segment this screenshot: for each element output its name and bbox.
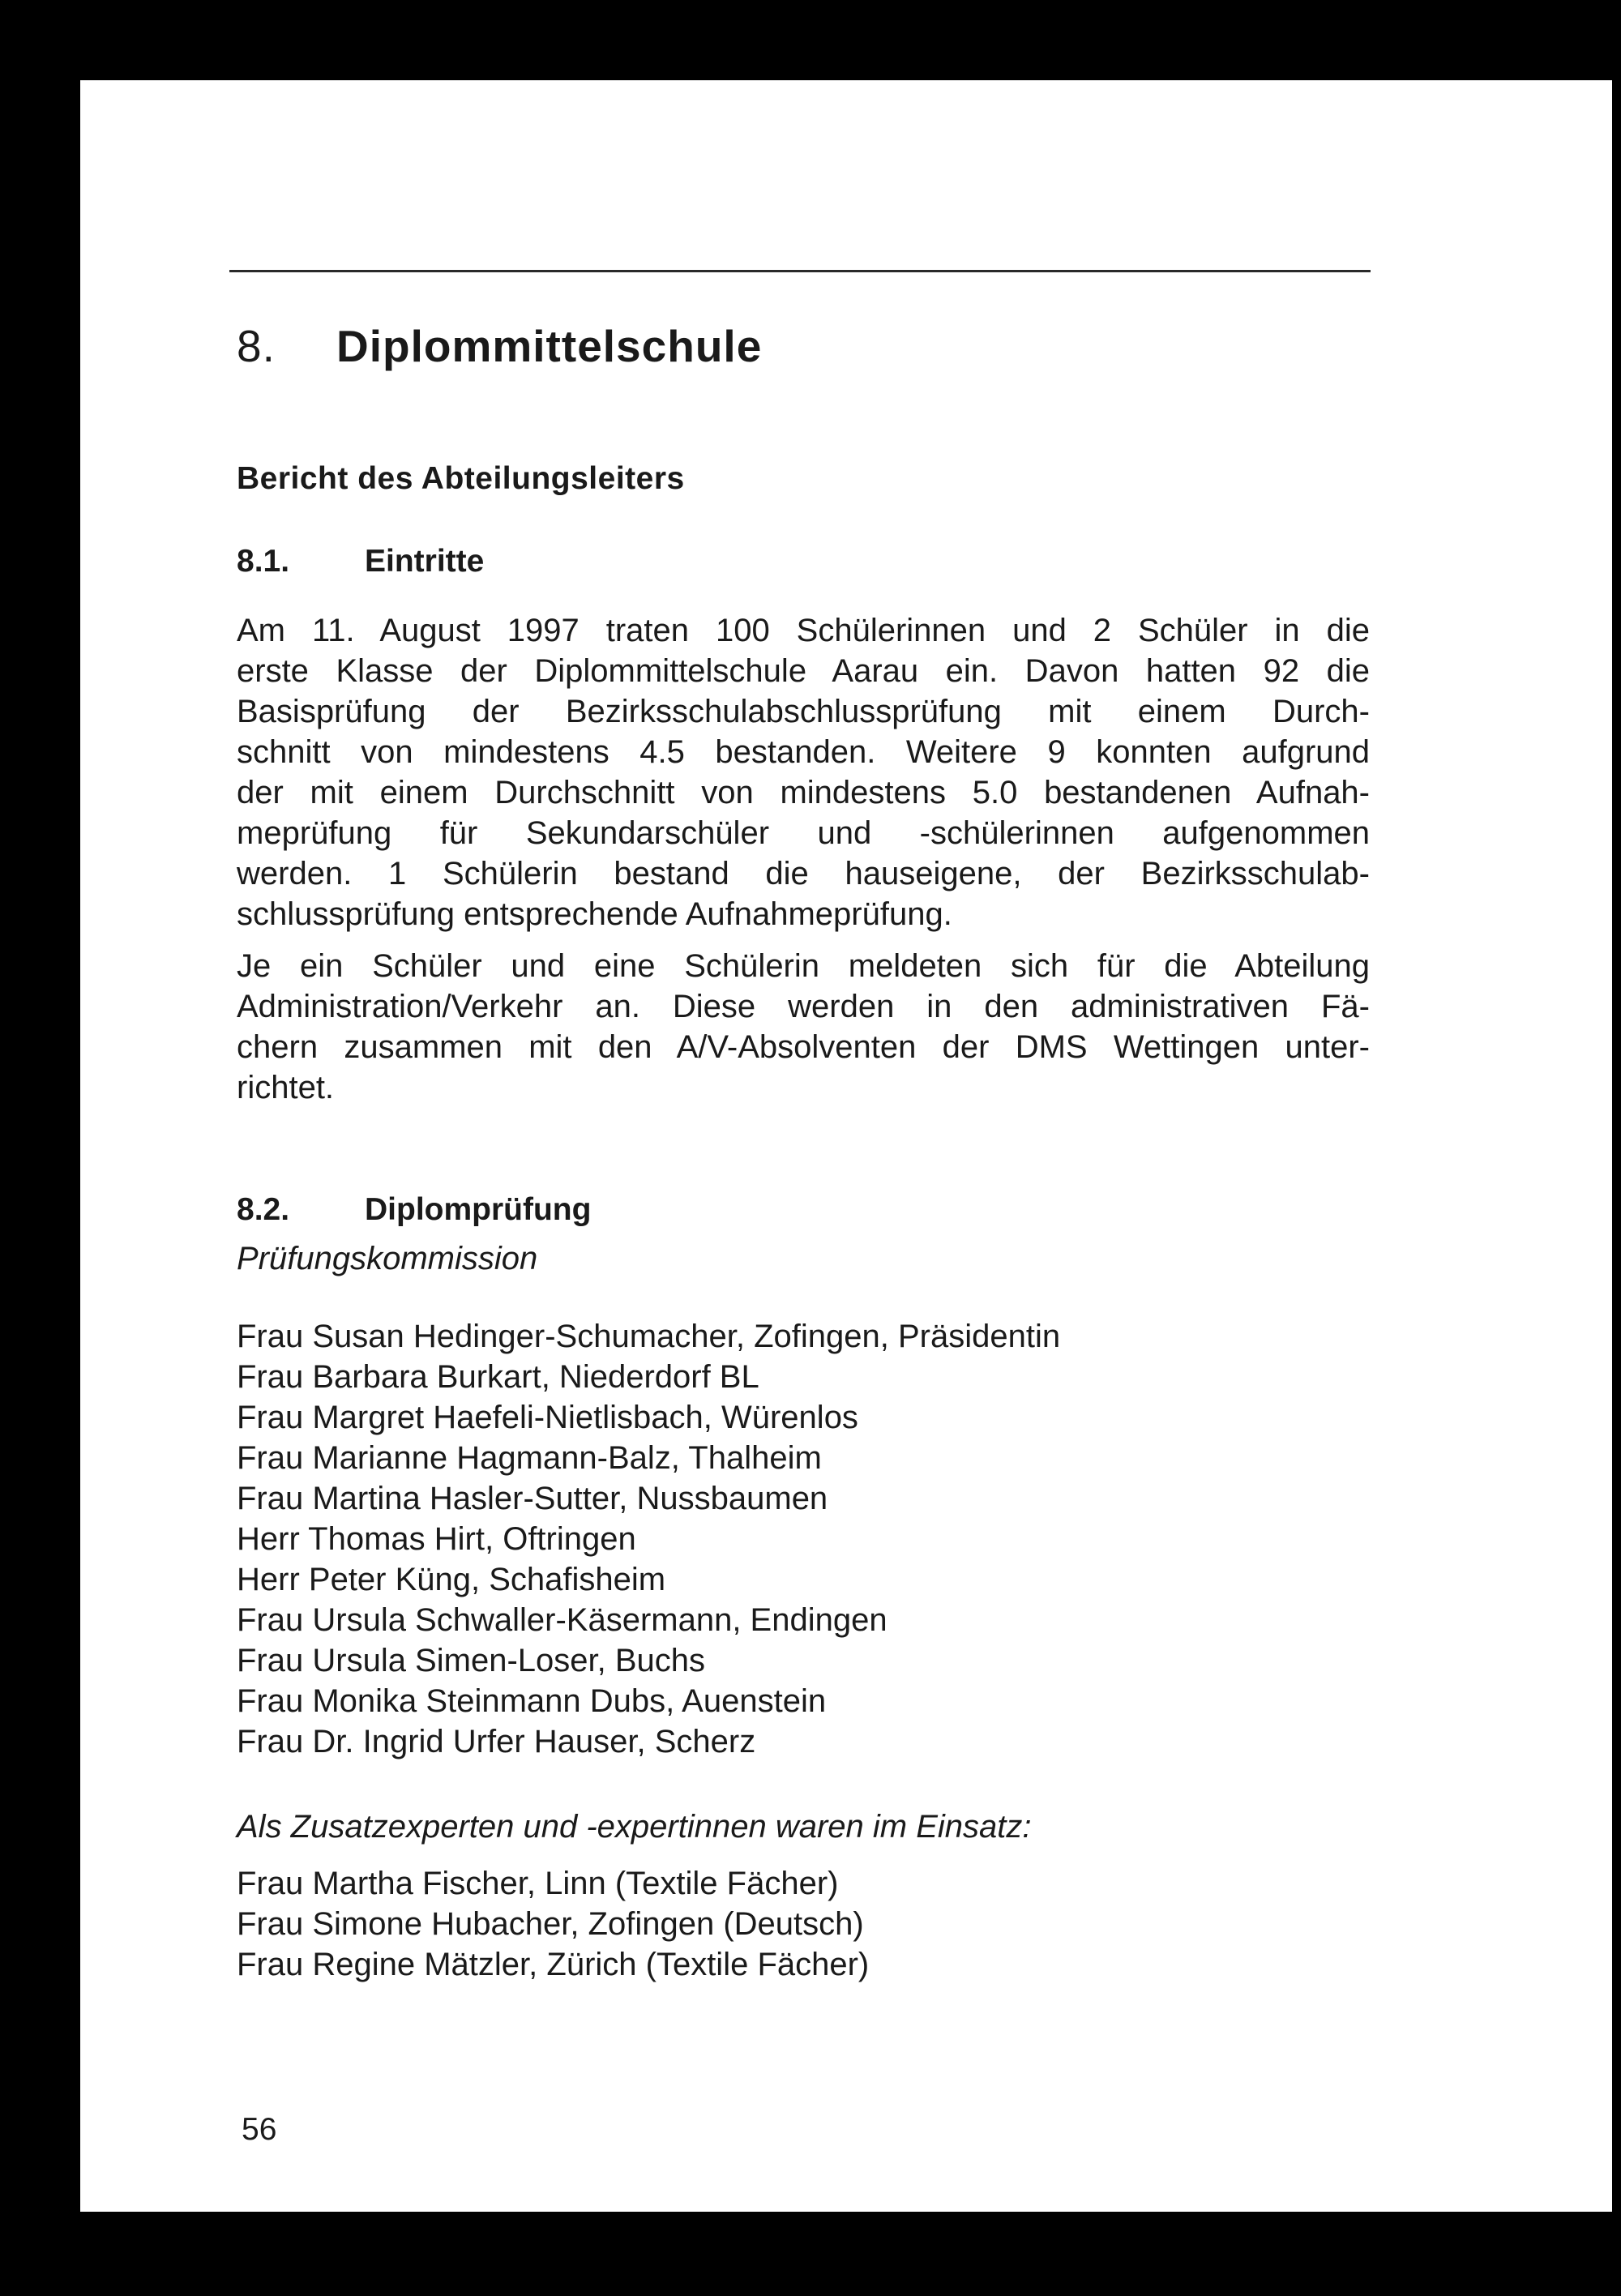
chapter-title-text: Diplommittelschule bbox=[336, 321, 763, 371]
section-heading-eintritte bbox=[237, 544, 484, 579]
paragraph-eintritte-2 bbox=[237, 946, 1370, 1108]
paragraph-line: schnitt von mindestens 4.5 bestanden. Weitere 9 konnten aufgrund bbox=[237, 734, 1370, 770]
list-item: Frau Monika Steinmann Dubs, Auenstein bbox=[237, 1683, 827, 1719]
list-item: Herr Peter Küng, Schafisheim bbox=[237, 1562, 666, 1597]
page-number: 56 bbox=[242, 2112, 277, 2147]
list-item: Frau Martha Fischer, Linn (Textile Fächer) bbox=[237, 1866, 839, 1901]
report-heading: Bericht des Abteilungsleiters bbox=[237, 461, 685, 496]
paragraph-line: schlussprüfung entsprechende Aufnahmeprüfung. bbox=[237, 896, 952, 932]
experts-list bbox=[237, 1863, 869, 1985]
paragraph-line: Je ein Schüler und eine Schülerin meldeten sich für die Abteilung bbox=[237, 948, 1370, 984]
list-item: Frau Regine Mätzler, Zürich (Textile Fächer) bbox=[237, 1947, 870, 1982]
list-item: Frau Ursula Schwaller-Käsermann, Endingen bbox=[237, 1602, 887, 1638]
section-title: Eintritte bbox=[365, 544, 485, 579]
section-heading-diplompruefung bbox=[237, 1192, 591, 1228]
list-item: Frau Dr. Ingrid Urfer Hauser, Scherz bbox=[237, 1724, 756, 1759]
section-number: 8.1. bbox=[237, 544, 290, 579]
paragraph-eintritte-1 bbox=[237, 610, 1370, 934]
section-title: Diplomprüfung bbox=[365, 1192, 592, 1227]
paragraph-line: Am 11. August 1997 traten 100 Schülerinnen und 2 Schüler in die bbox=[237, 613, 1370, 648]
paragraph-line: chern zusammen mit den A/V-Absolventen der DMS Wettingen unter- bbox=[237, 1029, 1370, 1065]
paragraph-line: erste Klasse der Diplommittelschule Aarau ein. Davon hatten 92 die bbox=[237, 653, 1370, 689]
list-item: Frau Margret Haefeli-Nietlisbach, Würenlos bbox=[237, 1400, 858, 1435]
document-page bbox=[80, 80, 1612, 2212]
commission-list bbox=[237, 1316, 1060, 1762]
list-item: Frau Simone Hubacher, Zofingen (Deutsch) bbox=[237, 1906, 864, 1942]
commission-heading: Prüfungskommission bbox=[237, 1241, 538, 1276]
paragraph-line: der mit einem Durchschnitt von mindestens 5.0 bestandenen Aufnah- bbox=[237, 775, 1370, 810]
paragraph-line: richtet. bbox=[237, 1070, 335, 1105]
list-item: Herr Thomas Hirt, Oftringen bbox=[237, 1521, 636, 1557]
top-divider bbox=[229, 270, 1371, 272]
section-number: 8.2. bbox=[237, 1192, 290, 1227]
paragraph-line: Basisprüfung der Bezirksschulabschlussprüfung mit einem Durch- bbox=[237, 694, 1370, 729]
list-item: Frau Martina Hasler-Sutter, Nussbaumen bbox=[237, 1481, 828, 1516]
list-item: Frau Marianne Hagmann-Balz, Thalheim bbox=[237, 1440, 822, 1476]
list-item: Frau Barbara Burkart, Niederdorf BL bbox=[237, 1359, 759, 1395]
chapter-title bbox=[237, 320, 762, 372]
paragraph-line: meprüfung für Sekundarschüler und -schülerinnen aufgenommen bbox=[237, 815, 1370, 851]
paragraph-line: werden. 1 Schülerin bestand die hauseigene, der Bezirksschulab- bbox=[237, 856, 1370, 891]
list-item: Frau Ursula Simen-Loser, Buchs bbox=[237, 1643, 706, 1678]
experts-heading: Als Zusatzexperten und -expertinnen waren im Einsatz: bbox=[237, 1809, 1032, 1845]
chapter-number: 8. bbox=[237, 321, 276, 371]
paragraph-line: Administration/Verkehr an. Diese werden in den administrativen Fä- bbox=[237, 989, 1370, 1024]
list-item: Frau Susan Hedinger-Schumacher, Zofingen, Präsidentin bbox=[237, 1319, 1061, 1354]
